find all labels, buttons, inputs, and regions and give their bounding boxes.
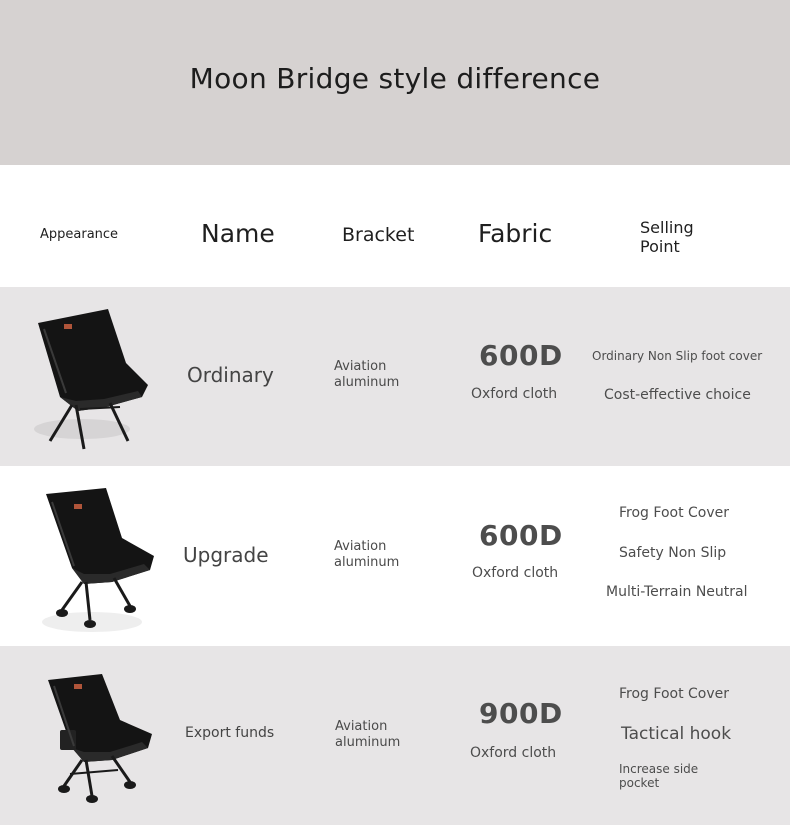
selling-point: Frog Foot Cover bbox=[619, 686, 730, 702]
selling-point: Ordinary Non Slip foot cover bbox=[592, 349, 763, 363]
folding-moon-chair-frog-feet-icon bbox=[28, 482, 163, 637]
row-fabric-grade: 600D bbox=[479, 339, 563, 372]
row-bracket: Aviation aluminum bbox=[335, 719, 401, 750]
table-row bbox=[0, 466, 790, 645]
row-fabric-grade: 900D bbox=[479, 697, 563, 730]
table-header bbox=[0, 165, 790, 287]
folding-moon-chair-icon bbox=[20, 301, 155, 456]
column-header-bracket: Bracket bbox=[342, 224, 415, 246]
page-title: Moon Bridge style difference bbox=[189, 62, 601, 95]
row-bracket: Aviation aluminum bbox=[334, 359, 400, 390]
row-name: Upgrade bbox=[183, 543, 269, 567]
selling-point: Cost-effective choice bbox=[604, 387, 751, 403]
table-row bbox=[0, 646, 790, 825]
title-banner bbox=[0, 0, 790, 165]
folding-moon-chair-side-pocket-icon bbox=[34, 668, 164, 818]
selling-point: Safety Non Slip bbox=[619, 545, 727, 561]
selling-point: Increase side pocket bbox=[619, 762, 699, 790]
selling-point: Multi-Terrain Neutral bbox=[606, 584, 748, 600]
column-header-selling-point: Selling Point bbox=[640, 218, 694, 256]
selling-point: Frog Foot Cover bbox=[619, 505, 730, 521]
row-name: Export funds bbox=[185, 725, 275, 741]
row-fabric-grade: 600D bbox=[479, 519, 563, 552]
column-header-name: Name bbox=[201, 219, 275, 248]
row-fabric-type: Oxford cloth bbox=[470, 745, 557, 761]
row-fabric-type: Oxford cloth bbox=[472, 565, 559, 581]
row-fabric-type: Oxford cloth bbox=[471, 386, 558, 402]
bottom-margin bbox=[0, 825, 790, 840]
table-row bbox=[0, 287, 790, 466]
row-name: Ordinary bbox=[187, 363, 274, 387]
column-header-fabric: Fabric bbox=[478, 219, 553, 248]
column-header-appearance: Appearance bbox=[40, 227, 119, 242]
selling-point: Tactical hook bbox=[621, 724, 732, 744]
row-bracket: Aviation aluminum bbox=[334, 539, 400, 570]
